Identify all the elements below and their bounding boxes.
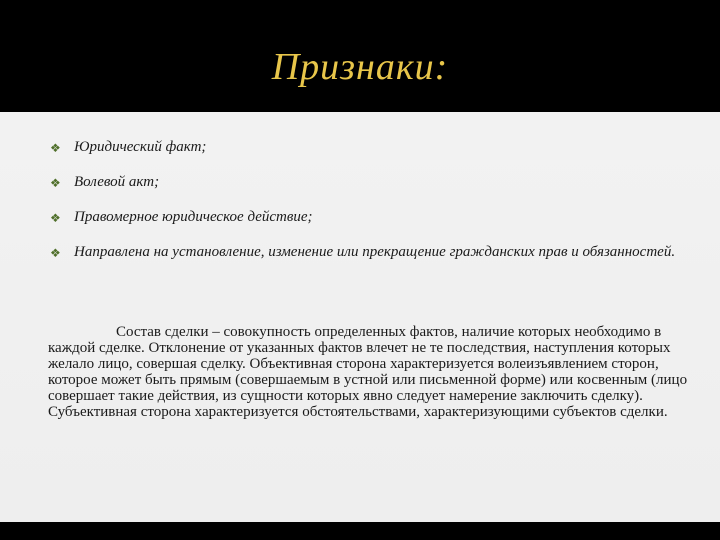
bullet-item (50, 140, 700, 155)
bullet-text: Направлена на установление, изменение или прекращение гражданских прав и обязанностей. (74, 244, 676, 260)
checkmark-arrow-icon: ❖ (50, 141, 61, 155)
title-band (0, 0, 720, 112)
bullet-text: Юридический факт; (74, 139, 207, 155)
body-paragraph: Состав сделки – совокупность определенных фактов, наличие которых необходимо в каждой сделке. Отклонение от указанных фактов влечет не те последствия, наступления которых желало лицо, совершая сделку. Объективная сторона характеризуется волеизъявлением сторон, которое может быть прямым (совершаемым в устной или письменной форме) или косвенным (лицо совершает такие действия, из сущности которых явно следует намерение заключить сделку). Субъективная сторона характеризуется обстоятельствами, характеризующими субъектов сделки. (48, 324, 688, 420)
bullet-text: Правомерное юридическое действие; (74, 209, 313, 225)
bullet-list (50, 140, 700, 260)
checkmark-arrow-icon: ❖ (50, 246, 61, 260)
bullet-text: Волевой акт; (74, 174, 160, 190)
checkmark-arrow-icon: ❖ (50, 211, 61, 225)
slide-title: Признаки: (271, 46, 449, 88)
bullet-item (50, 210, 700, 225)
checkmark-arrow-icon: ❖ (50, 176, 61, 190)
bullet-item (50, 245, 700, 260)
bullet-item (50, 175, 700, 190)
content-area (0, 112, 720, 522)
bottom-band (0, 522, 720, 540)
